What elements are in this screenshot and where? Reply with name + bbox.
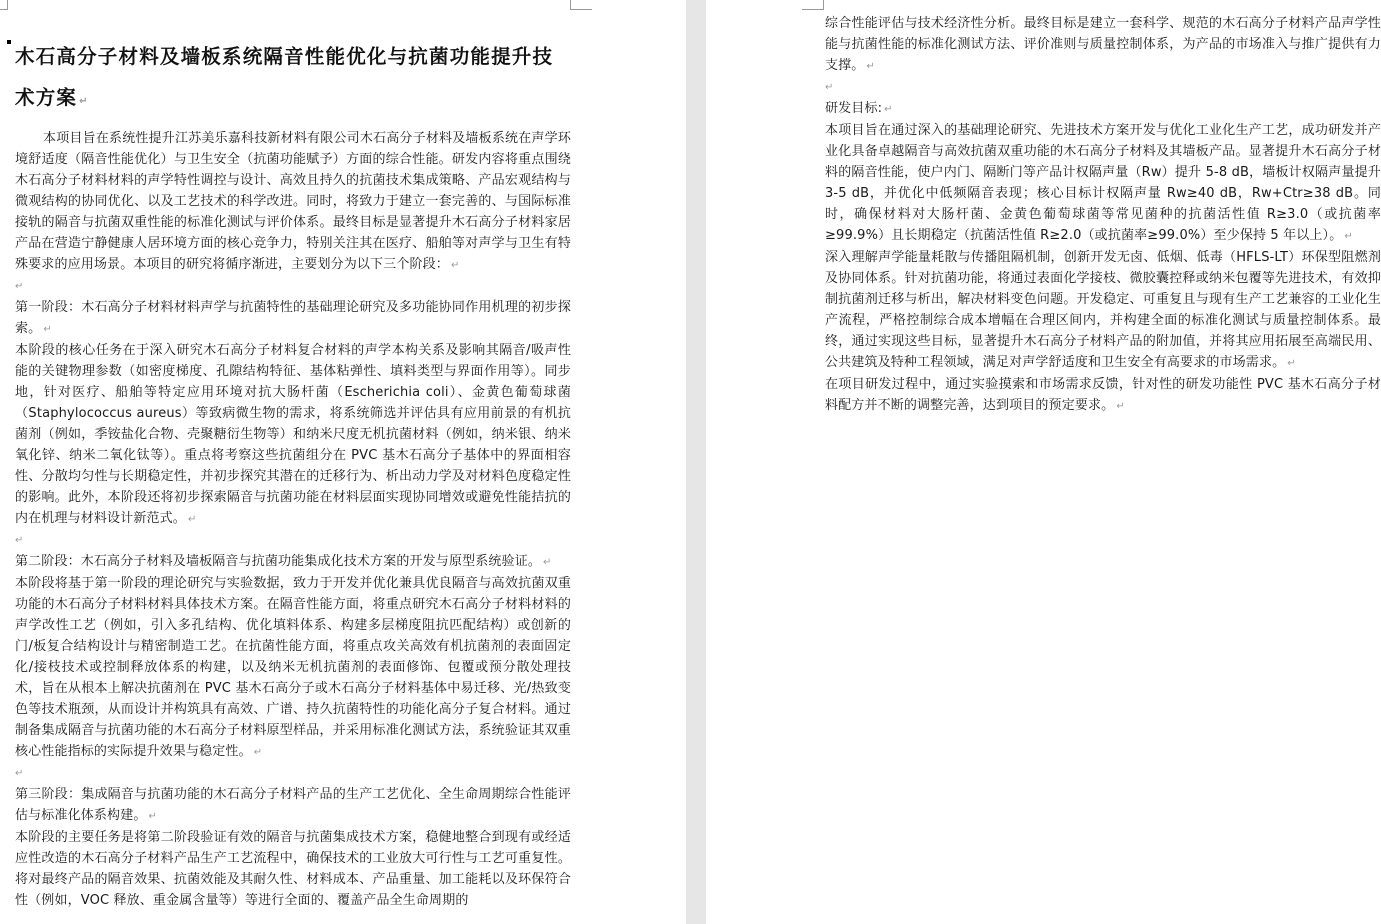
rd-goals-heading: 研发目标: ↵ [825,101,893,116]
stage-2-heading: 第二阶段：木石高分子材料及墙板隔音与抗菌功能集成化技术方案的开发与原型系统验证。 ↵ [15,554,552,569]
stage-3-heading: 第三阶段：集成隔音与抗菌功能的木石高分子材料产品的生产工艺优化、全生命周期综合性能评估与标准化体系构建。 ↵ [15,787,571,823]
crop-mark-top-left [802,0,824,10]
crop-mark-top-right [570,0,592,10]
document-page-right[interactable] [706,0,1381,924]
mechanism-paragraph: 深入理解声学能量耗散与传播阻隔机制，创新开发无卤、低烟、低毒（HFLS-LT）环保型阻燃剂及协同体系。针对抗菌功能，将通过表面化学接枝、微胶囊控释或纳米包覆等先进技术，有效抑制抗菌剂迁移与析出，解决材料变色问题。开发稳定、可重复且与现有生产工艺兼容的工业化生产流程，严格控制综合成本增幅在合理区间内，并构建全面的标准化测试与质量控制体系。最终，通过实现这些目标，显著提升木石高分子材料产品的附加值，并将其应用拓展至高端民用、公共建筑及特种工程领域，满足对声学舒适度和卫生安全有高要求的市场需求。 ↵ [825,250,1381,370]
stage-3-body-continued: 综合性能评估与技术经济性分析。最终目标是建立一套科学、规范的木石高分子材料产品声学性能与抗菌性能的标准化测试方法、评价准则与质量控制体系，为产品的市场准入与推广提供有力支撑。 ↵ [825,16,1381,73]
empty-paragraph: ↵ [15,281,24,292]
process-paragraph: 在项目研发过程中，通过实验摸索和市场需求反馈，针对性的研发功能性 PVC 基木石高分子材料配方并不断的调整完善，达到项目的预定要求。 ↵ [825,377,1381,413]
intro-paragraph: 本项目旨在系统性提升江苏美乐嘉科技新材料有限公司木石高分子材料及墙板系统在声学环境舒适度（隔音性能优化）与卫生安全（抗菌功能赋予）方面的综合性能。研发内容将重点围绕木石高分子材料材料的声学特性调控与设计、高效且持久的抗菌技术集成策略、产品宏观结构与微观结构的协同优化、以及工艺技术的科学改进。同时，将致力于建立一套完善的、与国际标准接轨的隔音与抗菌双重性能的标准化测试与评价体系。最终目标是显著提升木石高分子材料家居产品在营造宁静健康人居环境方面的核心竞争力，特别关注其在医疗、船舶等对声学与卫生有特殊要求的应用场景。本项目的研究将循序渐进，主要划分为以下三个阶段： ↵ [15,131,571,272]
rd-goals-paragraph: 本项目旨在通过深入的基础理论研究、先进技术方案开发与优化工业化生产工艺，成功研发并产业化具备卓越隔音与高效抗菌双重功能的木石高分子材料及其墙板产品。显著提升木石高分子材料的隔音性能，使户内门、隔断门等产品计权隔声量（Rw）提升 5-8 dB，墙板计权隔声量提升 3-5 dB，并优化中低频隔音表现；核心目标计权隔声量 Rw≥40 dB，Rw+Ctr≥38 dB。同时，确保材料对大肠杆菌、金黄色葡萄球菌等常见菌种的抗菌活性值 R≥3.0（或抗菌率 ≥99.9%）且长期稳定（抗菌活性值 R≥2.0（或抗菌率≥99.0%）至少保持 5 年以上）。 ↵ [825,123,1381,243]
empty-paragraph: ↵ [825,82,834,93]
document-page-left[interactable] [0,0,686,924]
stage-2-body: 本阶段将基于第一阶段的理论研究与实验数据，致力于开发并优化兼具优良隔音与高效抗菌双重功能的木石高分子材料材料具体技术方案。在隔音性能方面，将重点研究木石高分子材料材料的声学改性工艺（例如，引入多孔结构、优化填料体系、构建多层梯度阻抗匹配结构）或创新的门/板复合结构设计与精密制造工艺。在抗菌性能方面，将重点攻关高效有机抗菌剂的表面固定化/接枝技术或控制释放体系的构建，以及纳米无机抗菌剂的表面修饰、包覆或预分散处理技术，旨在从根本上解决抗菌剂在 PVC 基木石高分子或木石高分子材料基体中易迁移、光/热致变色等技术瓶颈，从而设计并构筑具有高效、广谱、持久抗菌特性的功能化高分子复合材料。通过制备集成隔音与抗菌功能的木石高分子材料原型样品，并采用标准化测试方法，系统验证其双重核心性能指标的实际提升效果与稳定性。 ↵ [15,576,571,759]
stage-1-heading: 第一阶段：木石高分子材料材料声学与抗菌特性的基础理论研究及多功能协同作用机理的初步探索。 ↵ [15,300,571,336]
document-title: 木石高分子材料及墙板系统隔音性能优化与抗菌功能提升技术方案 ↵ [15,45,554,109]
stage-1-body: 本阶段的核心任务在于深入研究木石高分子材料复合材料的声学本构关系及影响其隔音/吸声性能的关键物理参数（如密度梯度、孔隙结构特征、基体粘弹性、填料类型与界面作用等）。同步地，针对医疗、船舶等特定应用环境对抗大肠杆菌（Escherichia coli）、金黄色葡萄球菌（Staphylococcus aureus）等致病微生物的需求，将系统筛选并评估具有应用前景的有机抗菌剂（例如，季铵盐化合物、壳聚糖衍生物等）和纳米尺度无机抗菌材料（例如，纳米银、纳米氧化锌、纳米二氧化钛等）。重点将考察这些抗菌组分在 PVC 基木石高分子基体中的界面相容性、分散均匀性与长期稳定性，并初步探究其潜在的迁移行为、析出动力学及对材料色度稳定性的影响。此外，本阶段还将初步探索隔音与抗菌功能在材料层面实现协同增效或避免性能拮抗的内在机理与材料设计新范式。 ↵ [15,343,571,526]
page-body-left [15,36,571,911]
text-cursor [7,40,11,44]
empty-paragraph: ↵ [15,535,24,546]
stage-3-body: 本阶段的主要任务是将第二阶段验证有效的隔音与抗菌集成技术方案，稳健地整合到现有或经适应性改造的木石高分子材料产品生产工艺流程中，确保技术的工业放大可行性与工艺可重复性。将对最终产品的隔音效果、抗菌效能及其耐久性、材料成本、产品重量、加工能耗以及环保符合性（例如，VOC 释放、重金属含量等）等进行全面的、覆盖产品全生命周期的 [15,830,571,908]
page-body-right [825,13,1381,417]
empty-paragraph: ↵ [15,768,24,779]
crop-mark-top-left [0,0,8,10]
